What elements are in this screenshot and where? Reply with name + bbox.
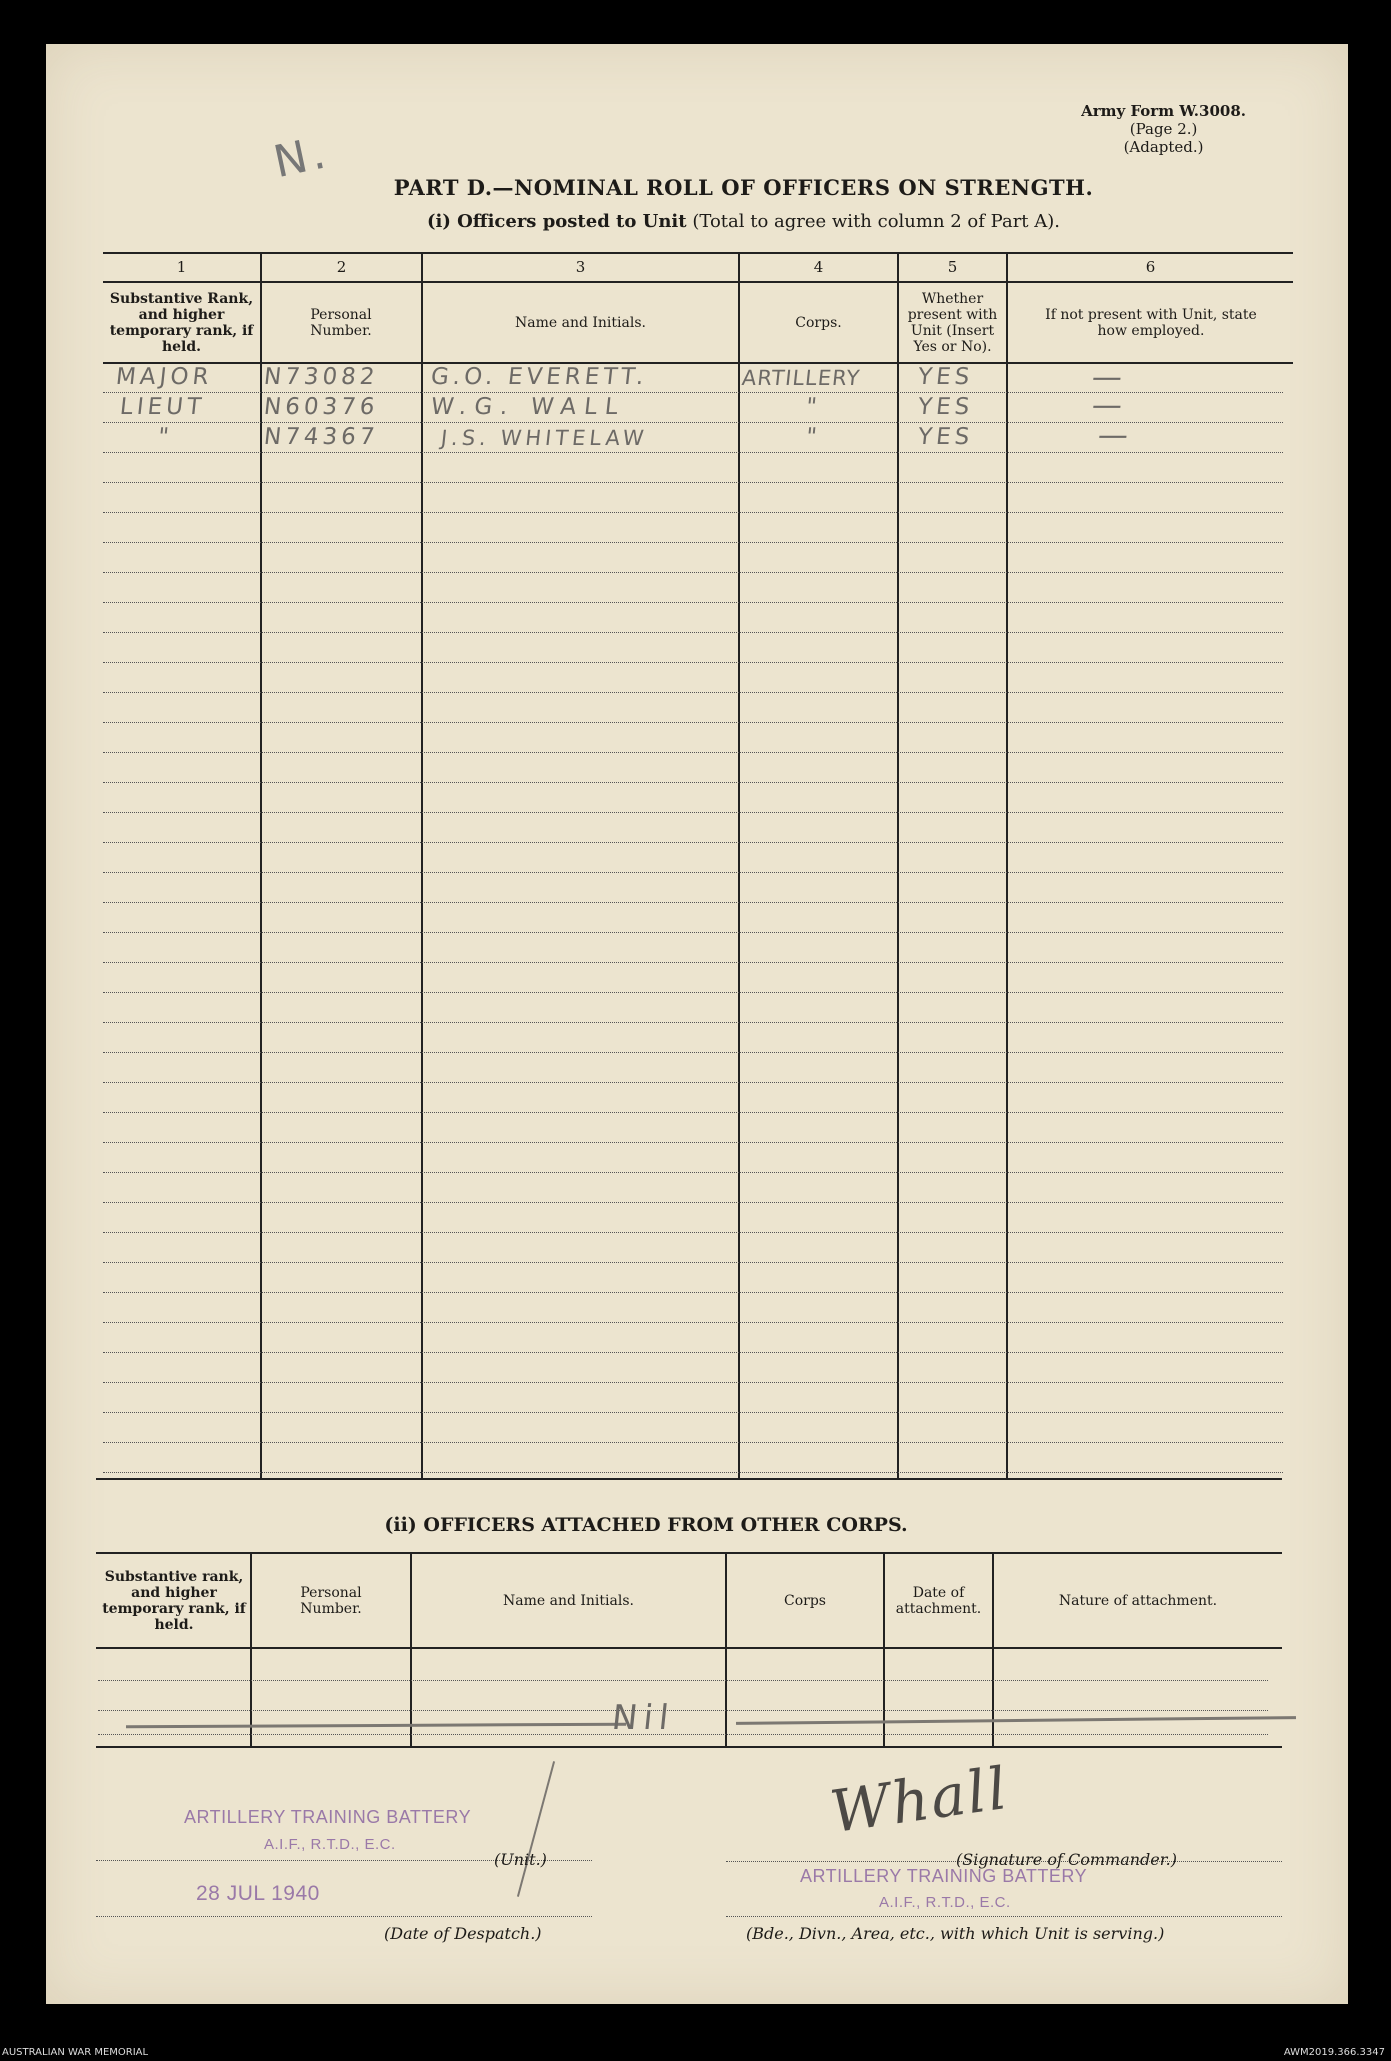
part-ii-header-nature: Nature of attachment. — [1058, 1592, 1218, 1609]
part-ii-title: (ii) OFFICERS ATTACHED FROM OTHER CORPS. — [384, 1514, 908, 1536]
col-number-4: 4 — [813, 258, 824, 276]
row3-rank: " — [156, 424, 174, 450]
row2-rank: LIEUT — [118, 394, 207, 420]
unit-label: (Unit.) — [494, 1850, 547, 1869]
col-rule-3 — [738, 252, 740, 1478]
form-page — [46, 44, 1348, 2004]
row3-number: N74367 — [262, 424, 380, 450]
ruled-row — [103, 1142, 1283, 1143]
credit-left: AUSTRALIAN WAR MEMORIAL — [2, 2047, 149, 2058]
header-name: Name and Initials. — [515, 314, 646, 331]
col-number-1: 1 — [176, 258, 187, 276]
ruled-row — [103, 572, 1283, 573]
ruled-row — [103, 602, 1283, 603]
part-ii-header-number: Personal Number. — [300, 1584, 362, 1617]
commander-signature: Whall — [826, 1753, 1013, 1847]
part-ii-bottom-rule — [96, 1746, 1282, 1748]
row1-name: G.O. EVERETT. — [429, 364, 649, 390]
part-ii-header-corps: Corps — [784, 1592, 826, 1609]
ruled-row — [103, 722, 1283, 723]
date-line — [96, 1916, 592, 1917]
nil-strike-right — [736, 1716, 1296, 1725]
col-number-6: 6 — [1145, 258, 1156, 276]
ruled-row — [103, 1472, 1283, 1473]
ruled-row — [103, 482, 1283, 483]
ruled-row — [103, 542, 1283, 543]
nil-entry: Nil — [609, 1698, 677, 1738]
ruled-row — [103, 1202, 1283, 1203]
part-d-subtitle — [136, 211, 1351, 232]
ruled-row — [103, 1382, 1283, 1383]
row3-name: J.S. WHITELAW — [439, 426, 649, 450]
part-ii-header-name: Name and Initials. — [503, 1592, 634, 1609]
header-rank: Substantive Rank, and higher temporary rank, if held. — [109, 290, 254, 355]
ruled-row — [103, 752, 1283, 753]
row1-corps: ARTILLERY — [740, 366, 862, 390]
col-number-3: 3 — [575, 258, 586, 276]
bde-stamp-line1: ARTILLERY TRAINING BATTERY — [800, 1866, 1088, 1886]
ruled-row — [103, 842, 1283, 843]
ruled-row — [103, 902, 1283, 903]
ruled-row — [103, 1232, 1283, 1233]
part-d-title: PART D.—NOMINAL ROLL OF OFFICERS ON STRENGTH. — [393, 175, 1094, 200]
ruled-row — [103, 662, 1283, 663]
part-ii-header-date: Date of attachment. — [895, 1584, 982, 1617]
ruled-row — [103, 992, 1283, 993]
part-ii-header-rule — [96, 1647, 1282, 1649]
col-rule-4 — [897, 252, 899, 1478]
row1-employed: — — [1090, 360, 1128, 395]
form-page-number: (Page 2.) — [1129, 120, 1198, 138]
part-d-subtitle-rest: (Total to agree with column 2 of Part A). — [692, 211, 1060, 232]
bde-line — [726, 1916, 1282, 1917]
ruled-row — [103, 512, 1283, 513]
diagonal-strike — [517, 1761, 555, 1897]
header-employed: If not present with Unit, state how employed. — [1045, 306, 1257, 339]
form-reference — [1081, 102, 1246, 156]
row3-present: YES — [916, 424, 975, 450]
part-d-subtitle-bold: (i) Officers posted to Unit — [426, 211, 687, 232]
part-ii-ruled-row — [98, 1734, 1268, 1735]
ruled-row — [103, 1292, 1283, 1293]
ruled-row — [103, 782, 1283, 783]
col-number-2: 2 — [336, 258, 347, 276]
ruled-row — [103, 632, 1283, 633]
ruled-row — [103, 812, 1283, 813]
signature-label: (Signature of Commander.) — [956, 1850, 1177, 1869]
col-rule-2 — [421, 252, 423, 1478]
ruled-row — [103, 1412, 1283, 1413]
part-ii-col-rule-1 — [250, 1552, 252, 1746]
nil-strike-left — [126, 1723, 626, 1729]
part-ii-ruled-row — [98, 1710, 1268, 1711]
ruled-row — [103, 962, 1283, 963]
ruled-row — [103, 1352, 1283, 1353]
ruled-row — [103, 1022, 1283, 1023]
ruled-row — [103, 1442, 1283, 1443]
unit-stamp-line2: A.I.F., R.T.D., E.C. — [264, 1836, 396, 1853]
bde-label: (Bde., Divn., Area, etc., with which Unit is serving.) — [746, 1924, 1165, 1943]
header-corps: Corps. — [795, 314, 842, 331]
row2-corps: " — [804, 394, 822, 420]
form-adapted-note: (Adapted.) — [1123, 138, 1204, 156]
despatch-date: 28 JUL 1940 — [196, 1882, 320, 1905]
date-label: (Date of Despatch.) — [384, 1924, 542, 1943]
credit-right: AWM2019.366.3347 — [1283, 2047, 1385, 2058]
row2-name: W.G. WALL — [429, 394, 628, 420]
bde-stamp-line2: A.I.F., R.T.D., E.C. — [879, 1894, 1011, 1911]
margin-mark: N. — [269, 126, 334, 189]
unit-stamp-line1: ARTILLERY TRAINING BATTERY — [184, 1807, 472, 1827]
row2-present: YES — [916, 394, 975, 420]
ruled-row — [103, 692, 1283, 693]
col-rule-1 — [260, 252, 262, 1478]
ruled-row — [103, 932, 1283, 933]
part-ii-ruled-row — [98, 1680, 1268, 1681]
row1-present: YES — [916, 364, 975, 390]
header-present: Whether present with Unit (Insert Yes or No). — [907, 290, 998, 355]
ruled-row — [103, 1262, 1283, 1263]
ruled-row — [103, 1172, 1283, 1173]
table-top-rule — [103, 252, 1293, 254]
ruled-row — [103, 1052, 1283, 1053]
col-number-5: 5 — [947, 258, 958, 276]
table-bottom-rule — [96, 1478, 1282, 1480]
form-number: Army Form W.3008. — [1081, 102, 1246, 120]
col-rule-5 — [1006, 252, 1008, 1478]
part-ii-header-rank: Substantive rank, and higher temporary rank, if held. — [102, 1568, 246, 1633]
header-personal-number: Personal Number. — [310, 306, 372, 339]
row2-employed: — — [1090, 388, 1128, 423]
row2-number: N60376 — [262, 394, 380, 420]
row3-employed: — — [1096, 418, 1134, 453]
ruled-row — [103, 1112, 1283, 1113]
row3-corps: " — [804, 424, 822, 450]
ruled-row — [103, 1082, 1283, 1083]
ruled-row — [103, 872, 1283, 873]
row1-number: N73082 — [262, 364, 380, 390]
row1-rank: MAJOR — [114, 364, 214, 390]
ruled-row — [103, 1322, 1283, 1323]
